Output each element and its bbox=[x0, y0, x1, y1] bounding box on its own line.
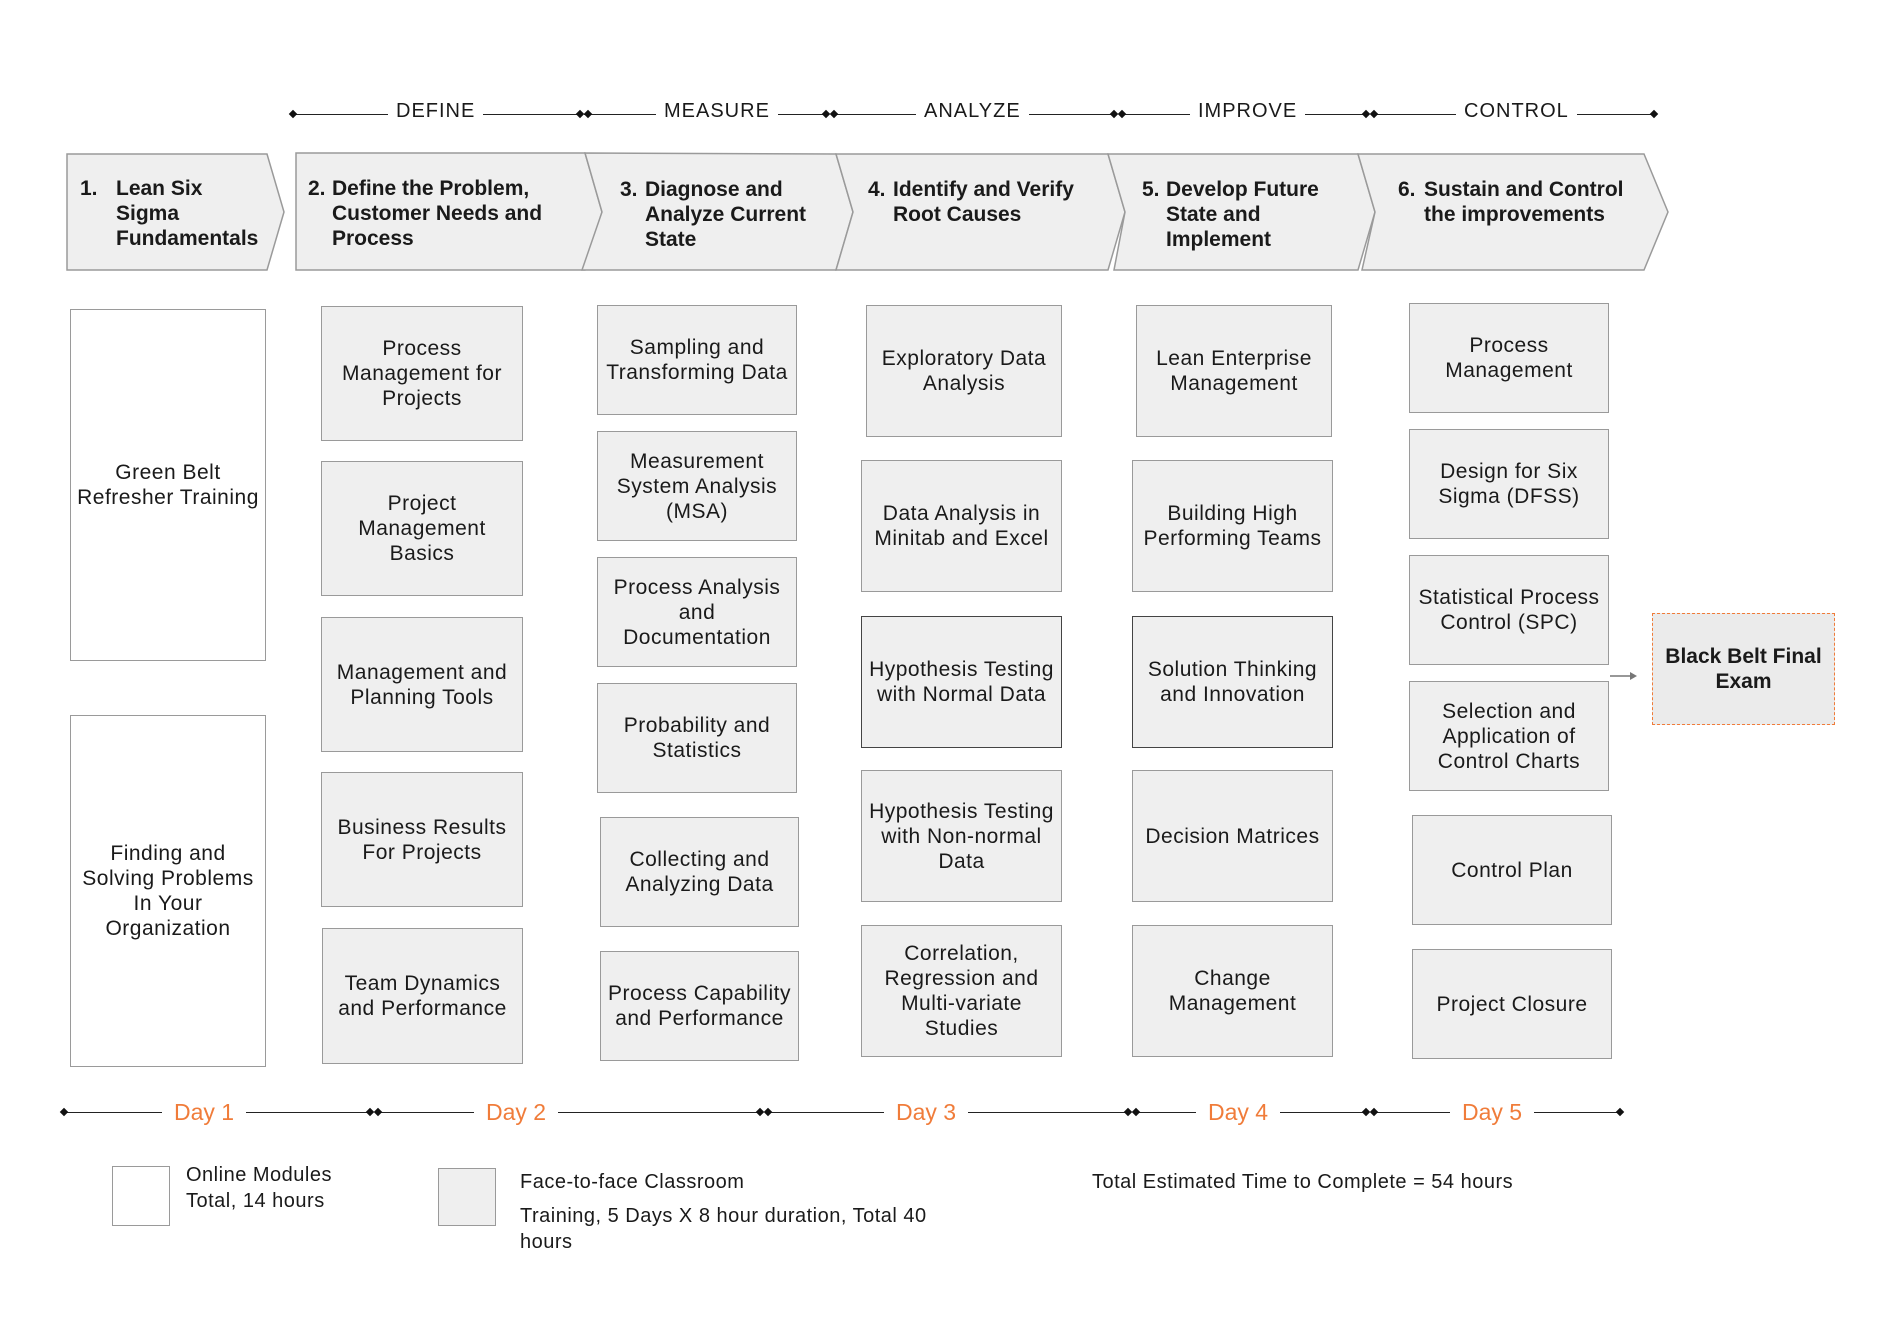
day-marker bbox=[1616, 1108, 1624, 1116]
module-control-6: Project Closure bbox=[1412, 949, 1612, 1059]
stage-1-title: Lean Six Sigma Fundamentals bbox=[116, 177, 259, 250]
phase-label-define: DEFINE bbox=[388, 100, 483, 122]
module-green-belt-refresher: Green Belt Refresher Training bbox=[70, 309, 266, 661]
module-define-3: Management and Planning Tools bbox=[321, 617, 523, 752]
module-control-4: Selection and Application of Control Charts bbox=[1409, 681, 1609, 791]
phase-label-control: CONTROL bbox=[1456, 100, 1577, 122]
stage-6-number: 6. bbox=[1398, 178, 1416, 201]
day-marker bbox=[1370, 1108, 1378, 1116]
phase-label-analyze: ANALYZE bbox=[916, 100, 1029, 122]
module-define-2: Project Management Basics bbox=[321, 461, 523, 596]
day-label-3: Day 3 bbox=[884, 1099, 968, 1125]
stage-3-number: 3. bbox=[620, 178, 638, 201]
module-control-2: Design for Six Sigma (DFSS) bbox=[1409, 429, 1609, 539]
module-measure-2: Measurement System Analysis (MSA) bbox=[597, 431, 797, 541]
day-label-2: Day 2 bbox=[474, 1099, 558, 1125]
phase-label-improve: IMPROVE bbox=[1190, 100, 1305, 122]
stage-2-title: Define the Problem, Customer Needs and Process bbox=[332, 177, 543, 250]
stage-4-title: Identify and Verify Root Causes bbox=[893, 178, 1074, 226]
day-marker bbox=[1132, 1108, 1140, 1116]
phase-label-measure: MEASURE bbox=[656, 100, 778, 122]
stage-chevrons bbox=[0, 0, 1890, 300]
stage-2-number: 2. bbox=[308, 177, 326, 200]
module-improve-2: Building High Performing Teams bbox=[1132, 460, 1333, 592]
module-improve-4: Decision Matrices bbox=[1132, 770, 1333, 902]
legend-classroom-line2: Training, 5 Days X 8 hour duration, Total 40 hours bbox=[520, 1205, 927, 1253]
day-line-2 bbox=[376, 1112, 760, 1113]
module-finding-solving-problems: Finding and Solving Problems In Your Organization bbox=[70, 715, 266, 1067]
legend-online-line1: Online Modules bbox=[186, 1164, 332, 1186]
legend-classroom-line1: Face-to-face Classroom bbox=[520, 1171, 745, 1193]
module-measure-1: Sampling and Transforming Data bbox=[597, 305, 797, 415]
module-analyze-5: Correlation, Regression and Multi-variate Studies bbox=[861, 925, 1062, 1057]
module-measure-4: Probability and Statistics bbox=[597, 683, 797, 793]
stage-3-title: Diagnose and Analyze Current State bbox=[645, 178, 807, 251]
day-marker bbox=[764, 1108, 772, 1116]
day-label-1: Day 1 bbox=[162, 1099, 246, 1125]
black-belt-final-exam: Black Belt Final Exam bbox=[1652, 613, 1835, 725]
module-analyze-3: Hypothesis Testing with Normal Data bbox=[861, 616, 1062, 748]
module-analyze-4: Hypothesis Testing with Non-normal Data bbox=[861, 770, 1062, 902]
day-marker bbox=[374, 1108, 382, 1116]
module-measure-6: Process Capability and Performance bbox=[600, 951, 799, 1061]
legend-online-line2: Total, 14 hours bbox=[186, 1190, 325, 1212]
module-control-1: Process Management bbox=[1409, 303, 1609, 413]
day-marker bbox=[60, 1108, 68, 1116]
arrow-to-final-exam bbox=[1608, 668, 1638, 684]
day-label-5: Day 5 bbox=[1450, 1099, 1534, 1125]
module-improve-3: Solution Thinking and Innovation bbox=[1132, 616, 1333, 748]
module-measure-5: Collecting and Analyzing Data bbox=[600, 817, 799, 927]
module-improve-1: Lean Enterprise Management bbox=[1136, 305, 1332, 437]
module-improve-5: Change Management bbox=[1132, 925, 1333, 1057]
stage-1-number: 1. bbox=[80, 177, 98, 200]
total-estimated-time: Total Estimated Time to Complete = 54 hours bbox=[1092, 1171, 1514, 1193]
stage-6-title: Sustain and Control the improvements bbox=[1424, 178, 1624, 226]
module-analyze-1: Exploratory Data Analysis bbox=[866, 305, 1062, 437]
legend-online-swatch bbox=[112, 1166, 170, 1226]
module-control-5: Control Plan bbox=[1412, 815, 1612, 925]
legend-classroom-swatch bbox=[438, 1168, 496, 1226]
stage-4-number: 4. bbox=[868, 178, 886, 201]
module-define-5: Team Dynamics and Performance bbox=[322, 928, 523, 1064]
module-define-4: Business Results For Projects bbox=[321, 772, 523, 907]
module-define-1: Process Management for Projects bbox=[321, 306, 523, 441]
module-analyze-2: Data Analysis in Minitab and Excel bbox=[861, 460, 1062, 592]
day-label-4: Day 4 bbox=[1196, 1099, 1280, 1125]
module-control-3: Statistical Process Control (SPC) bbox=[1409, 555, 1609, 665]
stage-5-number: 5. bbox=[1142, 178, 1160, 201]
module-measure-3: Process Analysis and Documentation bbox=[597, 557, 797, 667]
stage-5-title: Develop Future State and Implement bbox=[1166, 178, 1319, 251]
